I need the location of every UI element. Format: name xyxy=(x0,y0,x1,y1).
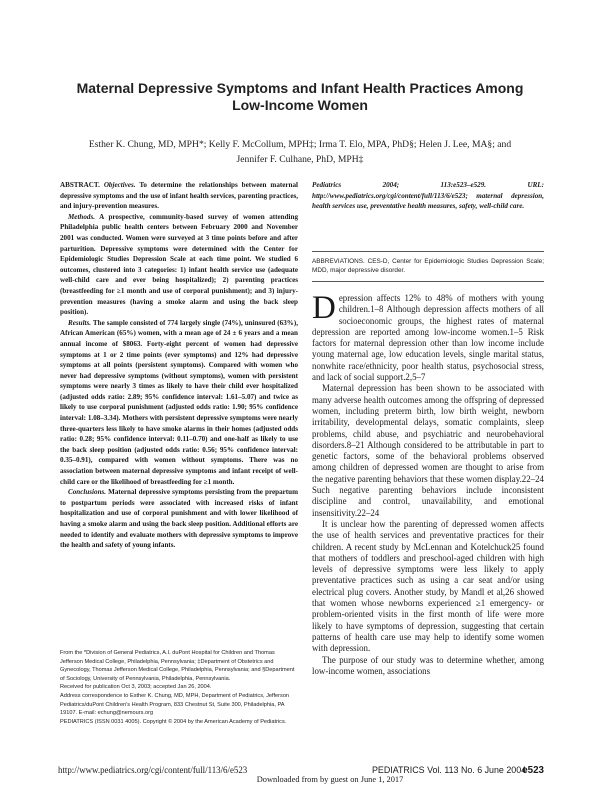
citation-text: Pediatrics 2004; 113:e523–e529. URL: http://www.pediatrics.org/cgi/content/full/113/6/e523; xyxy=(312,181,544,200)
abstract-methods xyxy=(60,212,298,318)
conclusions-heading: Conclusions. xyxy=(68,488,107,497)
authors-line-1: Esther K. Chung, MD, MPH*; Kelly F. McCollum, MPH‡; Irma T. Elo, MPA, PhD§; Helen J. Lee, MA§; and xyxy=(88,139,512,150)
footer-url[interactable]: http://www.pediatrics.org/cgi/content/full/113/6/e523 xyxy=(58,765,248,775)
abstract-conclusions xyxy=(60,487,298,551)
body-paragraph-1 xyxy=(312,290,544,383)
author-list xyxy=(55,137,545,167)
body-paragraph-3: It is unclear how the parenting of depressed women affects the use of health services and preventative practices for their children. A recent study by McLennan and Kotelchuck25 found that mothers of toddlers and preschool-aged children with high levels of depressive symptoms were less likely to apply preventative practices such as using a car seat and/or using electrical plug covers. Another study, by Mandl et al,26 showed that women whose newborns experienced ≥1 emergency- or problem-oriented visits in the first month of life were more likely to have symptoms of depression, suggesting that certain patterns of health care use may help to identify some women with depression. xyxy=(312,518,544,654)
article-body xyxy=(312,290,544,677)
objectives-heading: Objectives. xyxy=(103,181,136,189)
abstract-citation xyxy=(312,180,544,212)
footnote-copyright: PEDIATRICS (ISSN 0031 4005). Copyright © 2004 by the American Academy of Pediatrics. xyxy=(60,718,287,725)
methods-text: A prospective, community-based survey of women attending Philadelphia public health centers between February 2000 and November 2001 was conducted. Women were surveyed at 3 time points before and after parturition. Depressive symptoms were determined with the Center for Epidemiologic Studies Depression Scale at each time point. We studied 6 outcomes, clustered into 3 categories: 1) infant health service use (adequate well-child care and ever being hospitalized); 2) parenting practices (breastfeeding for ≥1 month and use of corporal punishment); and 3) injury-prevention measures (having a smoke alarm and using the back sleep position). xyxy=(60,212,298,317)
keywords-text: maternal depression, health services use, preventative health measures, safety, well-child care. xyxy=(312,191,544,211)
footnote-received: Received for publication Oct 3, 2003; accepted Jan 26, 2004. xyxy=(60,684,212,691)
article-title xyxy=(60,80,540,114)
abstract-label: ABSTRACT. xyxy=(60,181,100,189)
methods-heading: Methods. xyxy=(68,212,95,221)
footer-journal xyxy=(372,765,544,775)
body-paragraph-2: Maternal depression has been shown to be associated with many adverse health outcomes among the offspring of depressed women, including preterm birth, low birth weight, newborn irritability, developmental delays, somatic complaints, sleep problems, child abuse, and psychiatric and neurobehavioral disorders.8–21 Although considered to be attributable in part to genetic factors, some of the behavioral problems observed among children of depressed women are thought to arise from the negative parenting behaviors that these women display.22–24 Such negative parenting behaviors include inconsistent discipline and control, unavailability, and emotional insensitivity.22–24 xyxy=(312,383,544,518)
authors-line-2: Jennifer F. Culhane, PhD, MPH‡ xyxy=(236,154,364,165)
page-number: e523 xyxy=(522,765,544,776)
abstract-right xyxy=(312,180,544,212)
abstract-left xyxy=(60,180,298,551)
footnote-correspondence: Address correspondence to Esther K. Chung, MD, MPH, Department of Pediatrics, Jefferson Pediatrics/duPont Children's Health Program, 833 Chestnut St, Suite 300, Philadelphia, PA 19107. E-mail: echung@nemours.org xyxy=(60,692,290,717)
footnote-affiliations: From the *Division of General Pediatrics, A.I. duPont Hospital for Children and Thomas Jefferson Medical College, Philadelphia, Pennsylvania; ‡Department of Obstetrics and Gynecology, Thomas Jefferson Medical College, Philadelphia, Pennsylvania; and §Department of Sociology, University of Pennsylvania, Philadelphia, Pennsylvania. xyxy=(60,650,295,682)
conclusions-text: Maternal depressive symptoms persisting from the prepartum to postpartum periods were associated with increased risks of infant hospitalization and use of corporal punishment and with lower likelihood of having a smoke alarm and using the back sleep position. Additional efforts are needed to identify and evaluate mothers with depressive symptoms to improve the health and safety of young infants. xyxy=(60,488,298,550)
abbreviations: ABBREVIATIONS. CES-D, Center for Epidemiologic Studies Depression Scale; MDD, major depressive disorder. xyxy=(312,258,544,275)
journal-info: PEDIATRICS Vol. 113 No. 6 June 2004 xyxy=(372,765,527,775)
title-line-2: Low-Income Women xyxy=(232,97,368,113)
results-text: The sample consisted of 774 largely single (74%), uninsured (63%), African American (65%) women, with a mean age of 24 ± 6 years and a mean annual income of $8063. Forty-eight percent of women had depressive symptoms at 1 or 2 time points (ever symptoms) and 12% had depressive symptoms at all points (persistent symptoms). Compared with women who never had depressive symptoms (without symptoms), women with persistent symptoms were nearly 3 times as likely to have their child ever hospitalized (adjusted odds ratio: 2.89; 95% confidence interval: 1.61–5.07) and twice as likely to use corporal punishment (adjusted odds ratio: 1.90; 95% confidence interval: 1.08–3.34). Mothers with persistent depressive symptoms were nearly three-quarters less likely to have smoke alarms in their homes (adjusted odds ratio: 0.28; 95% confidence interval: 0.11–0.70) and one-half as likely to use the back sleep position (adjusted odds ratio: 0.56; 95% confidence interval: 0.35–0.91), compared with women without symptoms. There was no association between maternal depressive symptoms and infant receipt of well-child care or the likelihood of breastfeeding for ≥1 month. xyxy=(60,318,298,486)
title-line-1: Maternal Depressive Symptoms and Infant Health Practices Among xyxy=(76,80,524,96)
body-paragraph-4: The purpose of our study was to determine whether, among low-income women, associations xyxy=(312,654,544,676)
results-heading: Results. xyxy=(68,318,92,327)
paragraph-1-text: epression affects 12% to 48% of mothers with young children.1–8 Although depression affects mothers of all socioeconomic groups, the highest rates of maternal depression are reported among low-income women.1–5 Risk factors for maternal depression other than low income include young maternal age, low education levels, single marital status, nonwhite race/ethnicity, poor health status, psychosocial stress, and lack of social support.2,5–7 xyxy=(312,293,544,383)
abstract-divider xyxy=(312,251,544,252)
objectives-text: To determine the relationships between maternal depressive symptoms and the use of infant health services, parenting practices, and injury-prevention measures. xyxy=(60,181,298,211)
abstract-results xyxy=(60,318,298,488)
download-notice: Downloaded from by guest on June 1, 2017 xyxy=(256,775,404,784)
abstract-objectives xyxy=(60,180,298,212)
abbreviations-divider xyxy=(312,281,544,282)
drop-cap: D xyxy=(312,290,336,326)
footnotes xyxy=(60,649,298,726)
